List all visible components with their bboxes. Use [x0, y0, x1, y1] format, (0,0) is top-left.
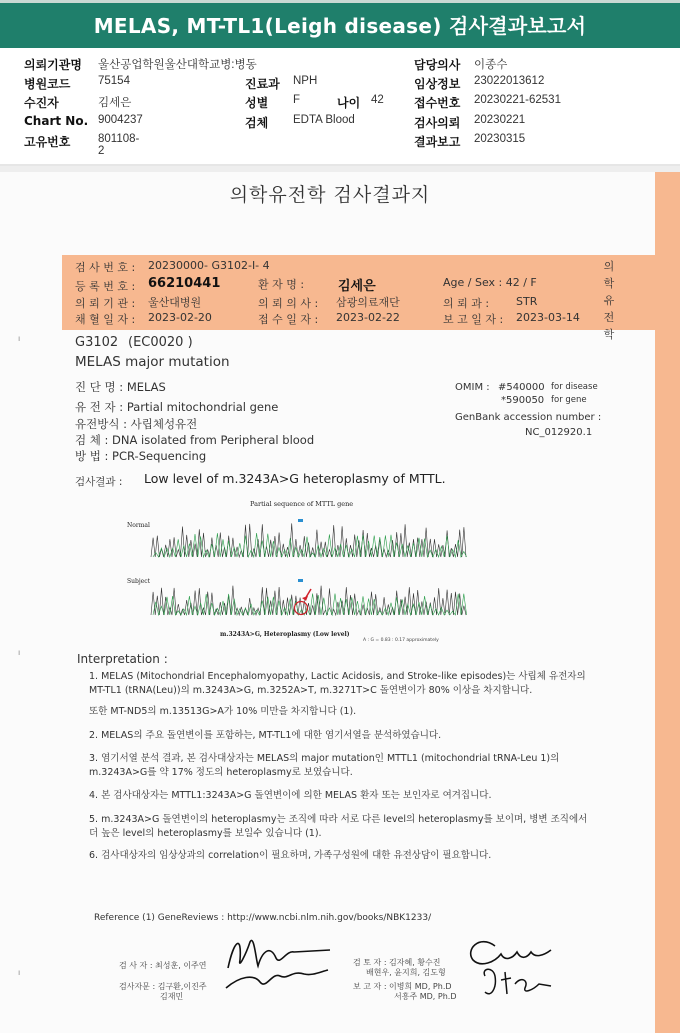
specimen-row: 검체 EDTA Blood — [245, 114, 355, 130]
req-doctor-value: 삼광의료재단 — [336, 296, 400, 309]
doctor-row: 담당의사 이종수 — [414, 58, 508, 72]
figure-title: Partial sequence of MTTL gene — [250, 500, 354, 508]
method-line: 방 법 : PCR-Sequencing — [75, 449, 207, 463]
reviewer-names: 검 토 자 : 김자혜, 황수진 — [353, 958, 441, 967]
institution-row: 의뢰기관명 울산공업학원울산대학교병:병동 — [24, 56, 82, 73]
department-row: 진료과 NPH — [245, 75, 318, 91]
interpretation-item-3: 3. 염기서열 분석 결과, 본 검사대상자는 MELAS의 major mutation인 MTTL1 (mitochondrial tRNA-Leu 1)의 m.3243A>G를 약 17% 정도의 heteroplasmy로 보였습니다. — [89, 753, 560, 778]
institution-value: 울산공업학원울산대학교병:병동 — [98, 59, 257, 71]
chart-no-value: 9004237 — [98, 114, 143, 126]
doctor-value: 이종수 — [474, 59, 508, 71]
unique-no-row: 고유번호 801108-2 — [24, 133, 140, 157]
req-inst-label: 의 뢰 기 관 : — [75, 297, 136, 310]
genbank-value: NC_012920.1 — [525, 427, 593, 438]
patient-name-value: 김세은 — [338, 279, 376, 294]
diagnosis-line: 진 단 명 : MELAS — [75, 380, 166, 394]
req-inst-value: 울산대병원 — [148, 296, 202, 309]
test-no-value: 20230000- G3102-I- 4 — [148, 259, 270, 272]
vertical-department-label: 의 학 유 전 학 — [603, 260, 615, 341]
request-date-row: 검사의뢰 20230221 — [414, 114, 526, 130]
collect-date-value: 2023-02-20 — [148, 311, 212, 324]
normal-label: Normal — [127, 522, 150, 529]
omim-label: OMIM : — [455, 382, 490, 393]
age-sex-value: Age / Sex : 42 / F — [443, 276, 537, 289]
report-date-value: 2023-03-14 — [516, 311, 580, 324]
reporter-names: 보 고 자 : 이병희 MD, Ph.D — [353, 982, 452, 991]
age-value: 42 — [371, 94, 384, 106]
hospital-code-value: 75154 — [98, 75, 130, 87]
reviewer-signature — [455, 928, 555, 1003]
interpretation-item-1b: 또한 MT-ND5의 m.13513G>A가 10% 미만을 차지합니다 (1). — [89, 706, 357, 717]
tester-advisors-2: 김재민 — [160, 992, 184, 1001]
gene-line: 유 전 자 : Partial mitochondrial gene — [75, 400, 279, 414]
chromatogram-figure — [125, 497, 475, 647]
request-date-value: 20230221 — [474, 114, 526, 126]
patient-name-label: 환 자 명 : — [258, 278, 305, 291]
omim-disease: #540000 — [498, 382, 545, 393]
title-top-stripe — [0, 0, 680, 3]
reference-line: Reference (1) GeneReviews : http://www.ncbi.nlm.nih.gov/books/NBK1233/ — [94, 913, 432, 923]
margin-tick: ı — [18, 968, 21, 977]
unique-no-value: 801108-2 — [98, 133, 140, 157]
clinical-info-row: 임상정보 23022013612 — [414, 75, 545, 91]
figure-caption: m.3243A>G, Heteroplasmy (Low level) — [220, 631, 350, 638]
ratio-note: A : G = 0.83 : 0.17 approximately — [363, 638, 439, 643]
report-date-row: 결과보고 20230315 — [414, 133, 526, 149]
specimen-value: EDTA Blood — [293, 114, 355, 126]
chart-no-row: Chart No. 9004237 — [24, 114, 143, 128]
reviewer-names-2: 배현우, 윤지희, 김도형 — [366, 968, 446, 977]
specimen-line: 검 체 : DNA isolated from Peripheral blood — [75, 433, 315, 447]
sex-value: F — [293, 94, 301, 106]
interpretation-item-5: 5. m.3243A>G 돌연변이의 heteroplasmy는 조직에 따라 서로 다른 level의 heteroplasmy를 보이며, 병변 조직에서 더 높은 level의 heteroplasmy를 보일수 있습니다 (1). — [89, 814, 588, 839]
test-no-label: 검 사 번 호 : — [75, 261, 136, 274]
interpretation-item-2: 2. MELAS의 주요 돌연변이를 포함하는, MT-TL1에 대한 염기서열을 분석하였습니다. — [89, 730, 442, 741]
interpretation-item-6: 6. 검사대상자의 임상상과의 correlation이 필요하며, 가족구성원에 대한 유전상담이 필요합니다. — [89, 850, 492, 861]
dept-label: 의 뢰 과 : — [443, 297, 490, 310]
test-code: G3102 — [75, 335, 119, 350]
sex-row: 성별 F — [245, 94, 301, 110]
req-doctor-label: 의 뢰 의 사 : — [258, 297, 319, 310]
normal-position-marker — [298, 519, 303, 522]
hospital-code-row: 병원코드 75154 — [24, 75, 130, 91]
tester-names: 검 사 자 : 최성훈, 이주연 — [119, 961, 207, 970]
department-value: NPH — [293, 75, 318, 87]
tester-signature — [220, 930, 340, 1000]
genbank-label: GenBank accession number : — [455, 412, 602, 423]
margin-tick: ı — [18, 648, 21, 657]
subject-label: Subject — [127, 578, 150, 585]
reporter-names-2: 서흥주 MD, Ph.D — [394, 992, 457, 1001]
inheritance-line: 유전방식 : 사립체성유전 — [75, 417, 198, 431]
test-name: MELAS major mutation — [75, 354, 230, 370]
subject-trace — [151, 586, 466, 615]
report-title-bar — [0, 0, 680, 48]
receipt-date-value: 2023-02-22 — [336, 311, 400, 324]
age-row: 나이 42 — [337, 94, 384, 110]
interpretation-heading: Interpretation : — [77, 652, 168, 666]
chromatogram-svg — [125, 497, 475, 647]
subject-position-marker — [298, 579, 303, 582]
omim-gene-note: for gene — [551, 395, 587, 405]
reg-no-label: 등 록 번 호 : — [75, 280, 136, 293]
result-label: 검사결과 : — [75, 476, 123, 488]
dept-value: STR — [516, 295, 538, 308]
receipt-date-label: 접 수 일 자 : — [258, 313, 319, 326]
tester-advisors: 검사자문 : 김구환,이진주 — [119, 982, 207, 991]
margin-tick: ı — [18, 334, 21, 343]
clinical-info-value: 23022013612 — [474, 75, 545, 87]
omim-gene: *590050 — [501, 395, 545, 406]
result-text: Low level of m.3243A>G heteroplasmy of MTTL. — [144, 471, 446, 486]
right-margin-band — [655, 172, 680, 1033]
report-date-value: 20230315 — [474, 133, 526, 145]
test-code-paren: (EC0020 ) — [128, 335, 193, 350]
collect-date-label: 채 혈 일 자 : — [75, 313, 136, 326]
interpretation-item-4: 4. 본 검사대상자는 MTTL1:3243A>G 돌연변이에 의한 MELAS 환자 또는 보인자로 여겨집니다. — [89, 790, 492, 801]
receipt-no-value: 20230221-62531 — [474, 94, 561, 106]
patient-row: 수진자 김세은 — [24, 96, 132, 110]
report-header — [0, 48, 680, 166]
omim-disease-note: for disease — [551, 382, 598, 392]
sheet-title: 의학유전학 검사결과지 — [229, 184, 431, 206]
receipt-no-row: 접수번호 20230221-62531 — [414, 94, 561, 110]
interpretation-item-1: 1. MELAS (Mitochondrial Encephalomyopathy, Lactic Acidosis, and Stroke-like episodes)는 사립체 유전자의 MT-TL1 (tRNA(Leu))의 m.3243A>G, m.3252A>T, m.3271T>C 돌연변이가 80% 이상을 차지합니다. — [89, 671, 586, 696]
report-date-label: 보 고 일 자 : — [443, 313, 504, 326]
report-title: MELAS, MT-TL1(Leigh disease) 검사결과보고서 — [93, 13, 587, 38]
patient-value: 김세은 — [98, 97, 132, 109]
reg-no-value: 66210441 — [148, 276, 221, 291]
mutation-arrowhead — [302, 596, 308, 601]
